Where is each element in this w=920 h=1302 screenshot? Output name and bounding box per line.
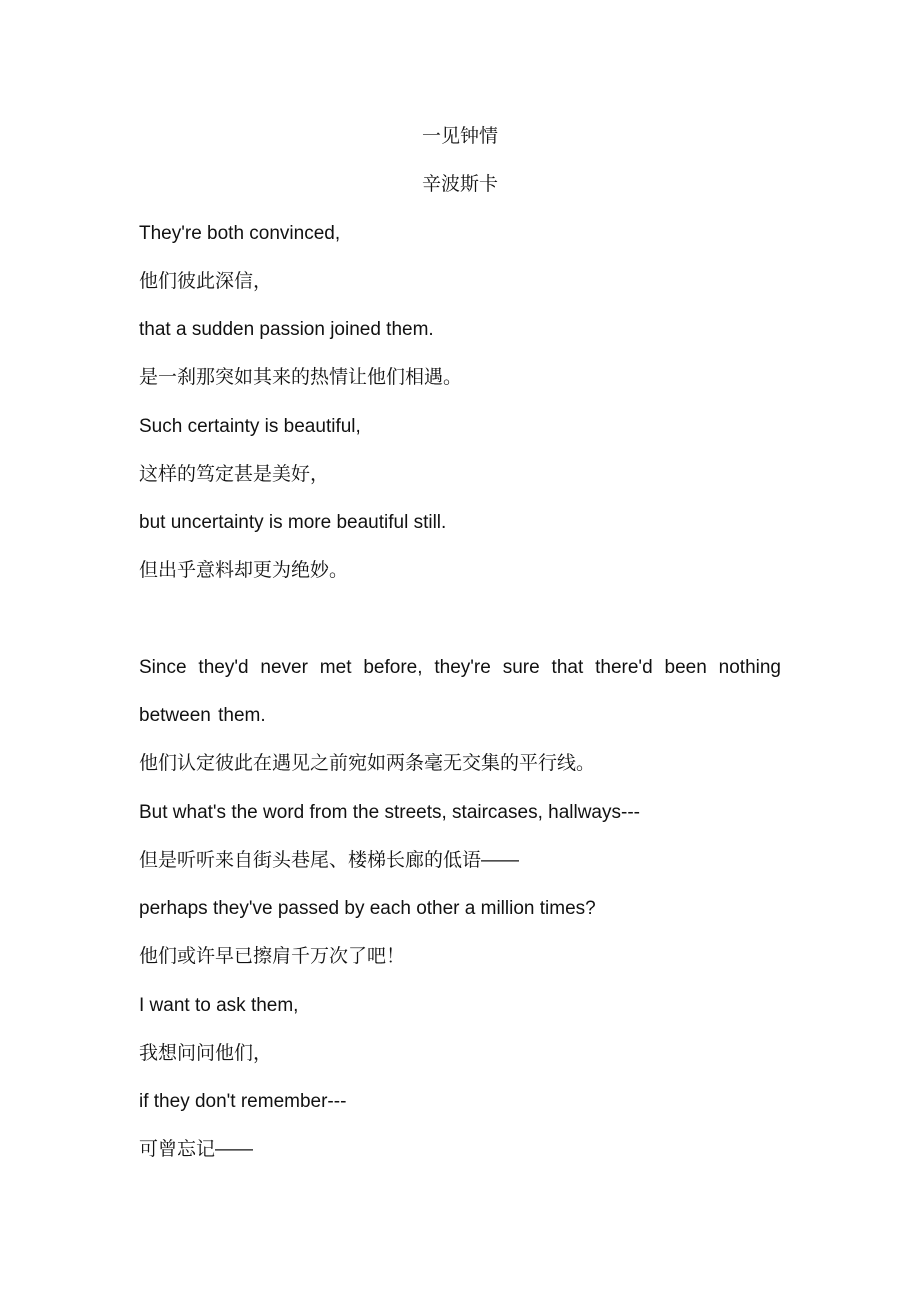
poem-line: 可曾忘记—— (139, 1139, 254, 1161)
poem-line: I want to ask them, (139, 994, 299, 1016)
document-page (139, 113, 781, 1175)
poem-line: 我想问问他们， (139, 1042, 273, 1064)
poem-line: 是一刹那突如其来的热情让他们相遇。 (139, 367, 463, 389)
poem-paragraph: Since they'd never met before, they're sure that there'd been nothing between them. (139, 656, 781, 726)
poem-line: if they don't remember--- (139, 1091, 347, 1112)
stanza-break (139, 596, 781, 644)
poem-line: 但出乎意料却更为绝妙。 (139, 560, 349, 582)
poem-line: 他们或许早已擦肩千万次了吧！ (139, 946, 406, 968)
poem-line: 他们认定彼此在遇见之前宛如两条毫无交集的平行线。 (139, 753, 596, 775)
poem-line: that a sudden passion joined them. (139, 319, 434, 340)
poem-author: 辛波斯卡 (421, 174, 498, 196)
poem-line: 他们彼此深信， (139, 270, 273, 292)
poem-line: but uncertainty is more beautiful still. (139, 512, 447, 533)
poem-line: Such certainty is beautiful, (139, 415, 361, 437)
poem-line: 但是听听来自街头巷尾、楼梯长廊的低语—— (139, 849, 520, 871)
poem-line: They're both convinced, (139, 222, 341, 244)
poem-title: 一见钟情 (421, 126, 498, 147)
poem-line: 这样的笃定甚是美好， (139, 463, 330, 485)
poem-line: perhaps they've passed by each other a million times? (139, 898, 596, 919)
poem-line: But what's the word from the streets, staircases, hallways--- (139, 801, 640, 823)
